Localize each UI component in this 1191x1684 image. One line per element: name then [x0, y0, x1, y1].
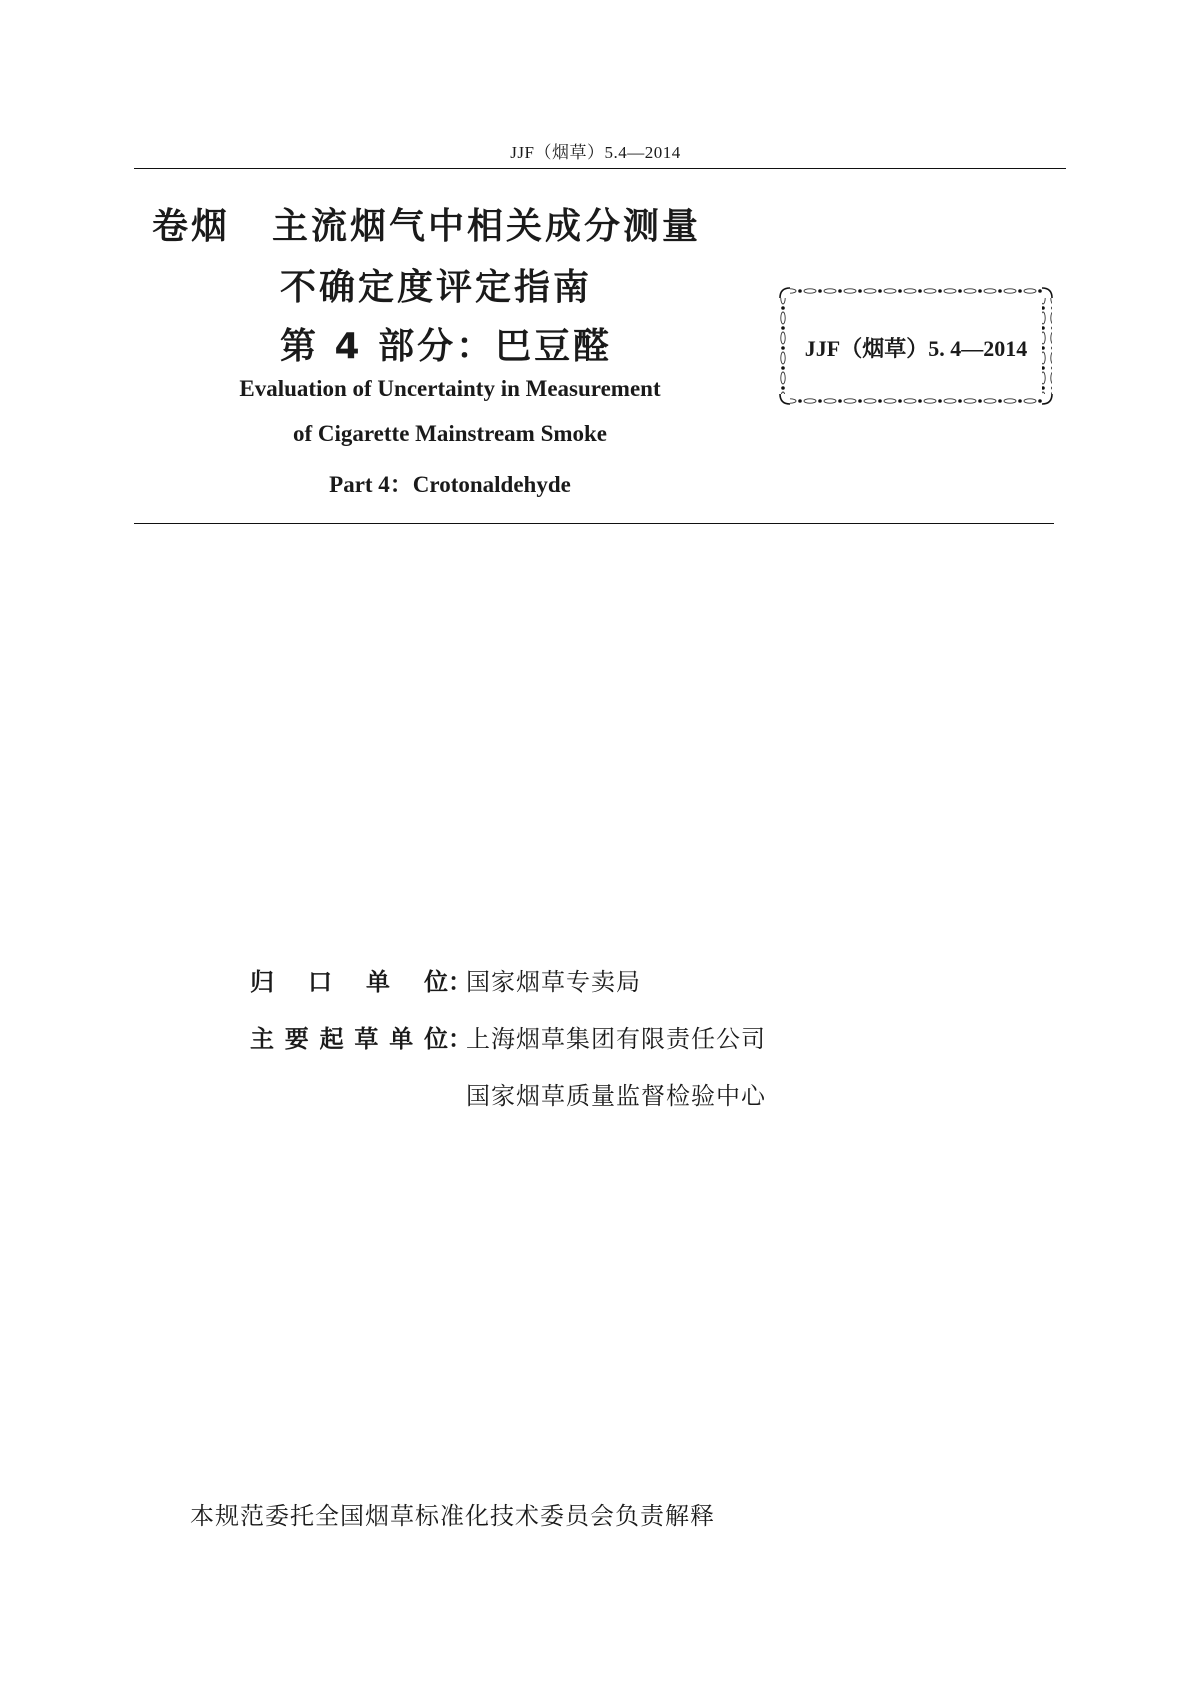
english-title-line-3: Part 4：Crotonaldehyde [329, 472, 571, 497]
colon: ： [448, 1025, 472, 1053]
responsible-unit-row [250, 962, 641, 997]
interpretation-note: 本规范委托全国烟草标准化技术委员会负责解释 [190, 1502, 715, 1530]
drafting-unit-value-2: 国家烟草质量监督检验中心 [466, 1082, 766, 1110]
drafting-unit-label: 主要起草单位 [250, 1025, 448, 1053]
running-header-code: JJF（烟草）5.4—2014 [510, 143, 681, 162]
header-divider [134, 168, 1066, 169]
english-title-line-1: Evaluation of Uncertainty in Measurement [239, 376, 661, 401]
title-main: 主流烟气中相关成分测量 [272, 206, 702, 247]
title-line-1 [152, 198, 701, 249]
drafting-unit-row-2 [250, 1076, 766, 1111]
colon: ： [448, 968, 472, 996]
drafting-unit-value-1: 上海烟草集团有限责任公司 [466, 1025, 766, 1053]
english-title-line-2: of Cigarette Mainstream Smoke [292, 421, 608, 446]
standard-code: JJF（烟草）5. 4—2014 [804, 336, 1028, 361]
title-line-2: 不确定度评定指南 [280, 267, 593, 308]
title-divider [134, 523, 1054, 524]
title-line-3: 第 4 部分：巴豆醛 [280, 326, 613, 367]
responsible-unit-value: 国家烟草专卖局 [466, 968, 641, 996]
standard-code-box [778, 286, 1054, 406]
title-prefix: 卷烟 [152, 206, 231, 247]
drafting-unit-row [250, 1019, 766, 1054]
responsible-unit-label: 归口单位 [250, 968, 448, 996]
